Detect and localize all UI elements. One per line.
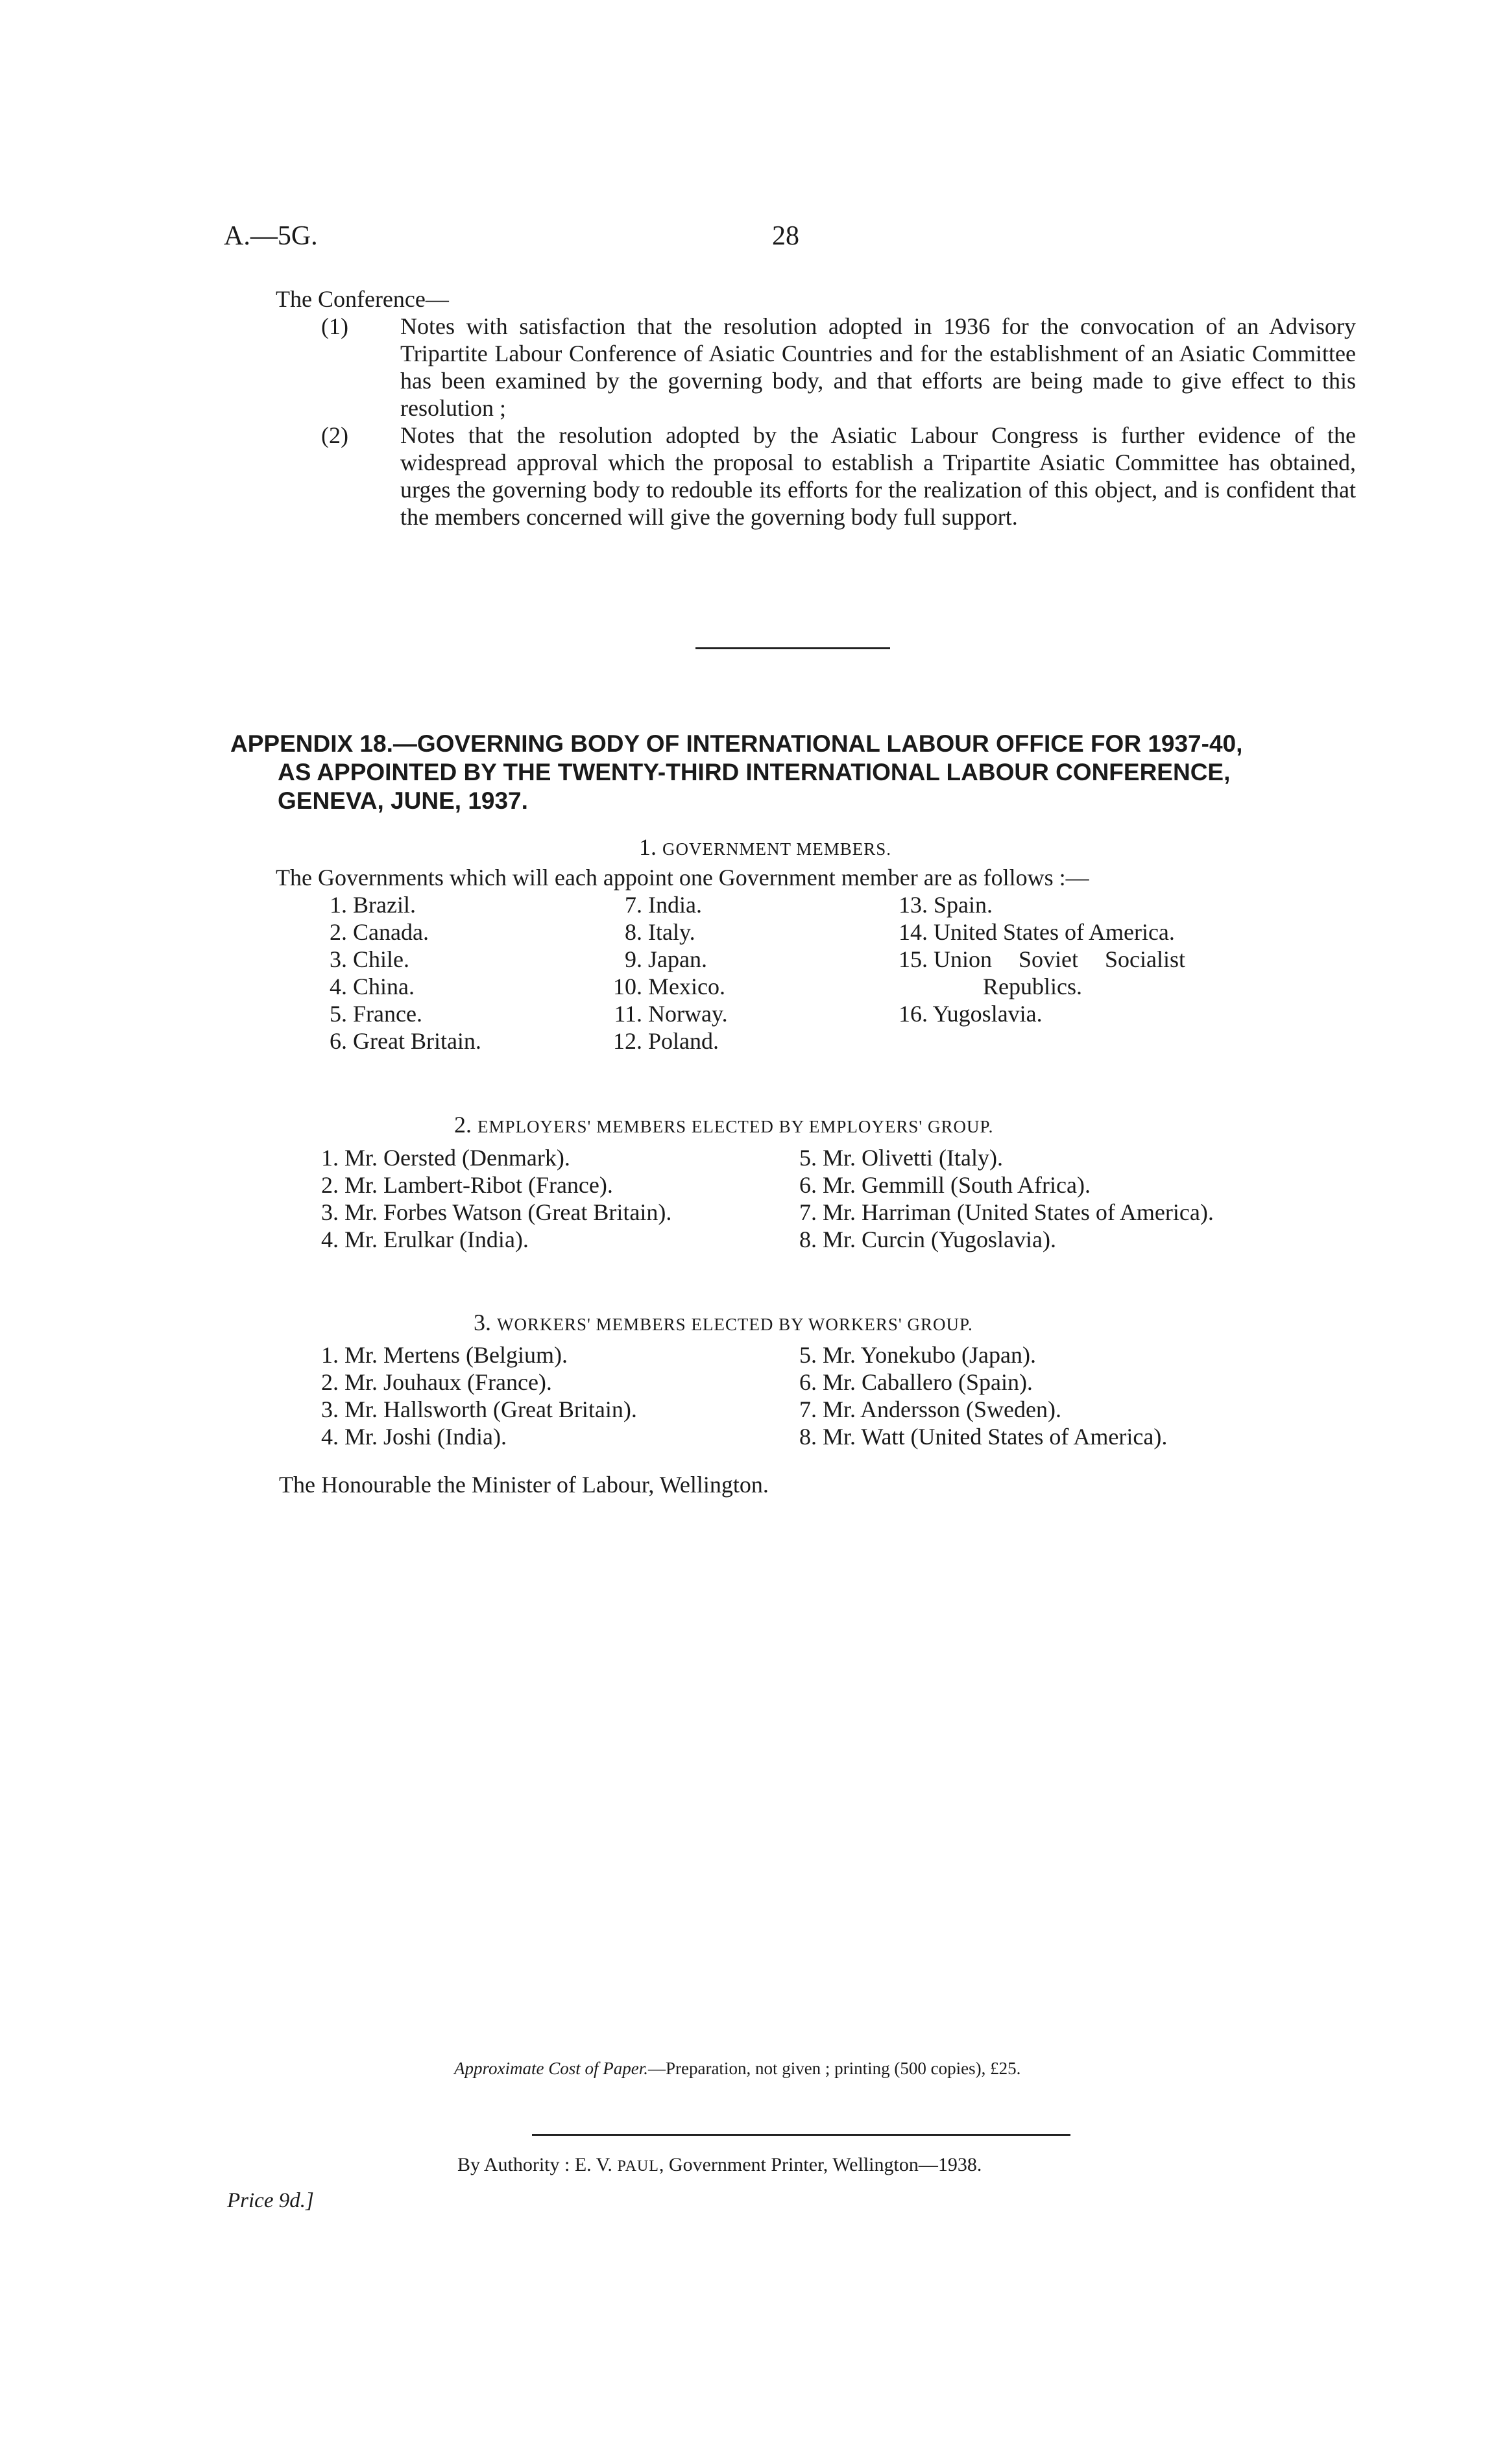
list-item: 3. Chile.	[330, 946, 409, 972]
appendix-title	[230, 730, 1359, 815]
list-item: Republics.	[983, 974, 1082, 999]
list-item: 1. Mr. Oersted (Denmark).	[321, 1145, 570, 1171]
footer-rule	[532, 2134, 1070, 2136]
list-item: 2. Mr. Lambert-Ribot (France).	[321, 1172, 613, 1198]
list-item: 5. France.	[330, 1001, 422, 1027]
conference-intro: The Conference—	[276, 286, 449, 312]
printer-name: PAUL	[617, 2158, 659, 2175]
list-item: 7. Mr. Harriman (United States of America).	[799, 1199, 1214, 1225]
list-item: 4. Mr. Erulkar (India).	[321, 1226, 529, 1252]
list-item: 12. Poland.	[613, 1028, 719, 1054]
list-item: 6. Mr. Gemmill (South Africa).	[799, 1172, 1091, 1198]
page-number: 28	[772, 221, 799, 251]
government-heading	[639, 833, 891, 863]
section-number: 3.	[474, 1310, 491, 1335]
price-label: Price 9d.]	[227, 2189, 314, 2212]
list-item: 1. Brazil.	[330, 892, 416, 918]
conference-item-number: (2)	[321, 422, 348, 448]
list-item: 13. Spain.	[899, 892, 993, 918]
list-item: 8. Mr. Curcin (Yugoslavia).	[799, 1226, 1056, 1252]
section-heading: GOVERNMENT MEMBERS.	[662, 839, 892, 859]
cost-text: —Preparation, not given ; printing (500 copies), £25.	[647, 2059, 1021, 2078]
list-item: 5. Mr. Yonekubo (Japan).	[799, 1342, 1036, 1368]
government-list-col1	[321, 891, 481, 1055]
conference-item-number: (1)	[321, 313, 348, 339]
cost-label: Approximate Cost of Paper.	[454, 2059, 648, 2078]
list-item: 5. Mr. Olivetti (Italy).	[799, 1145, 1003, 1171]
government-list-col3	[889, 891, 1259, 1027]
appendix-title-line1: APPENDIX 18.—GOVERNING BODY OF INTERNATIONAL LABOUR OFFICE FOR 1937-40,	[230, 730, 1243, 757]
section-number: 2.	[454, 1112, 472, 1138]
list-item: 4. China.	[330, 974, 415, 999]
list-item: 2. Canada.	[330, 919, 429, 945]
document-reference: A.—5G.	[224, 221, 318, 251]
list-item: 8. Italy.	[625, 919, 695, 945]
workers-list-col1	[321, 1341, 637, 1450]
workers-heading	[474, 1309, 973, 1338]
list-item: 15. Union Soviet Socialist	[899, 946, 1185, 972]
cost-of-paper	[454, 2058, 1020, 2079]
employers-list-col2	[799, 1144, 1214, 1253]
list-item: 1. Mr. Mertens (Belgium).	[321, 1342, 568, 1368]
list-item: 6. Mr. Caballero (Spain).	[799, 1369, 1033, 1395]
list-item: 7. India.	[625, 892, 702, 918]
list-item: 8. Mr. Watt (United States of America).	[799, 1424, 1168, 1450]
conference-item-text: Notes with satisfaction that the resolution adopted in 1936 for the convocation of an Advisory Tripartite Labour Conference of Asiatic Countries and for the establishment of an Asiatic Committee has been examined by the governing body, and that efforts are being made to give effect to this resolution ;	[400, 313, 1356, 421]
list-item: 7. Mr. Andersson (Sweden).	[799, 1396, 1061, 1422]
list-item: 6. Great Britain.	[330, 1028, 481, 1054]
list-item: 14. United States of America.	[899, 919, 1175, 945]
section-heading: WORKERS' MEMBERS ELECTED BY WORKERS' GROUP.	[497, 1315, 973, 1334]
employers-list-col1	[321, 1144, 671, 1253]
appendix-title-line3: GENEVA, JUNE, 1937.	[278, 787, 528, 814]
section-number: 1.	[639, 834, 657, 860]
appendix-title-line2: AS APPOINTED BY THE TWENTY-THIRD INTERNATIONAL LABOUR CONFERENCE,	[278, 759, 1231, 785]
list-item: 2. Mr. Jouhaux (France).	[321, 1369, 552, 1395]
list-item: 9. Japan.	[625, 946, 707, 972]
list-item: 11. Norway.	[614, 1001, 728, 1027]
conference-item-1	[321, 313, 1356, 422]
conference-item-2	[321, 422, 1356, 531]
conference-item-text: Notes that the resolution adopted by the Asiatic Labour Congress is further evidence of the widespread approval which the proposal to establish a Tripartite Asiatic Committee has obtained, urges the governing body to redouble its efforts for the realization of this object, and is confident that the members concerned will give the governing body full support.	[400, 422, 1356, 530]
government-list-col2	[603, 891, 728, 1055]
list-item: 10. Mexico.	[613, 974, 725, 999]
list-item: 4. Mr. Joshi (India).	[321, 1424, 507, 1450]
section-divider	[695, 647, 890, 649]
workers-list-col2	[799, 1341, 1167, 1450]
printer-authority: By Authority : E. V. PAUL, Government Printer, Wellington—1938.	[457, 2154, 982, 2175]
list-item: 3. Mr. Forbes Watson (Great Britain).	[321, 1199, 672, 1225]
addressee: The Honourable the Minister of Labour, Wellington.	[279, 1472, 769, 1498]
employers-heading	[454, 1111, 993, 1140]
government-intro: The Governments which will each appoint one Government member are as follows :—	[276, 865, 1089, 891]
list-item: 3. Mr. Hallsworth (Great Britain).	[321, 1396, 637, 1422]
section-heading: EMPLOYERS' MEMBERS ELECTED BY EMPLOYERS' GROUP.	[477, 1117, 994, 1136]
list-item: 16. Yugoslavia.	[899, 1001, 1043, 1027]
